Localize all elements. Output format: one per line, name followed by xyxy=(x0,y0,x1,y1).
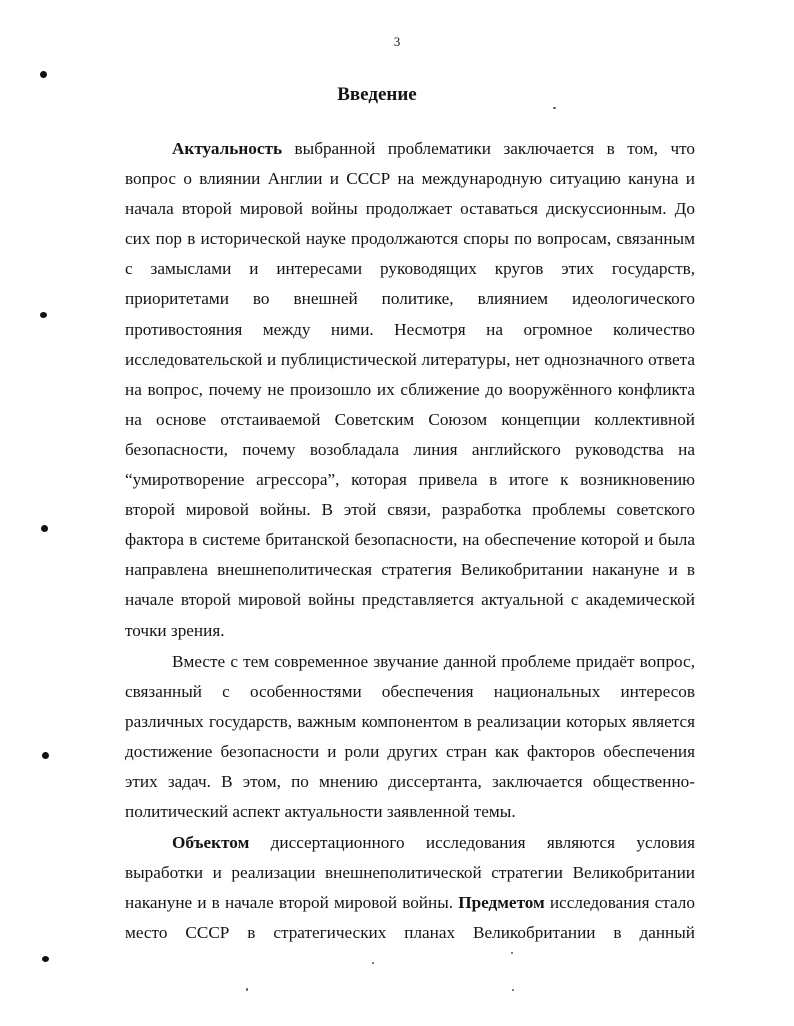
paragraph-relevance-text: выбранной проблематики заключается в том, что вопрос о влиянии Англии и СССР на международную ситуацию кануна и начала второй мировой войны продолжает оставаться дискуссионным. До сих пор в исторической науке продолжаются споры по вопросам, связанным с замыслами и интересами руководящих кругов этих государств, приоритетами во внешней политике, влиянием идеологического противостояния между ними. Несмотря на огромное количество исследовательской и публицистической литературы, нет однозначного ответа на вопрос, почему не произошло их сближение до вооружённого конфликта на основе отстаиваемой Советским Союзом концепции коллективной безопасности, почему возобладала линия английского руководства на “умиротворение агрессора”, которая привела в итоге к возникновению второй мировой войны. В этой связи, разработка проблемы советского фактора в системе британской безопасности, на обеспечение которой и была направлена внешнеполитическая стратегия Великобритании накануне и в начале второй мировой войны представляется актуальной с академической точки зрения. xyxy=(125,139,695,640)
scan-speck xyxy=(372,962,374,964)
paragraph-object-text: диссертационного исследования являются условия выработки и реализации внешнеполитической стратегии Великобритании накануне и в начале второй мировой войны. xyxy=(125,833,695,913)
binder-mark xyxy=(42,956,49,962)
binder-mark xyxy=(41,525,48,532)
body-text xyxy=(125,134,695,949)
term-relevance: Актуальность xyxy=(172,139,283,158)
term-subject: Предметом xyxy=(458,893,545,913)
page-title: Введение xyxy=(337,84,417,105)
scan-speck xyxy=(512,989,514,991)
scan-speck xyxy=(246,988,248,991)
binder-mark xyxy=(40,71,47,78)
page-number: 3 xyxy=(393,34,401,49)
binder-mark xyxy=(42,752,49,759)
term-object: Объектом xyxy=(172,833,250,853)
binder-mark xyxy=(40,312,47,318)
scan-speck xyxy=(553,107,556,109)
paragraph-relevance xyxy=(125,134,695,646)
paragraph-subject-text: исследования стало место СССР в стратегических планах Великобритании в данный xyxy=(125,893,695,943)
paragraph-modern-significance-text: Вместе с тем современное звучание данной проблеме придаёт вопрос, связанный с особенностями обеспечения национальных интересов различных государств, важным компонентом в реализации которых является достижение безопасности и роли других стран как факторов обеспечения этих задач. В этом, по мнению диссертанта, заключается общественно-политический аспект актуальности заявленной темы. xyxy=(125,651,695,822)
paragraph-modern-significance xyxy=(125,647,695,828)
scan-speck xyxy=(511,952,513,954)
paragraph-object-subject xyxy=(125,828,695,948)
